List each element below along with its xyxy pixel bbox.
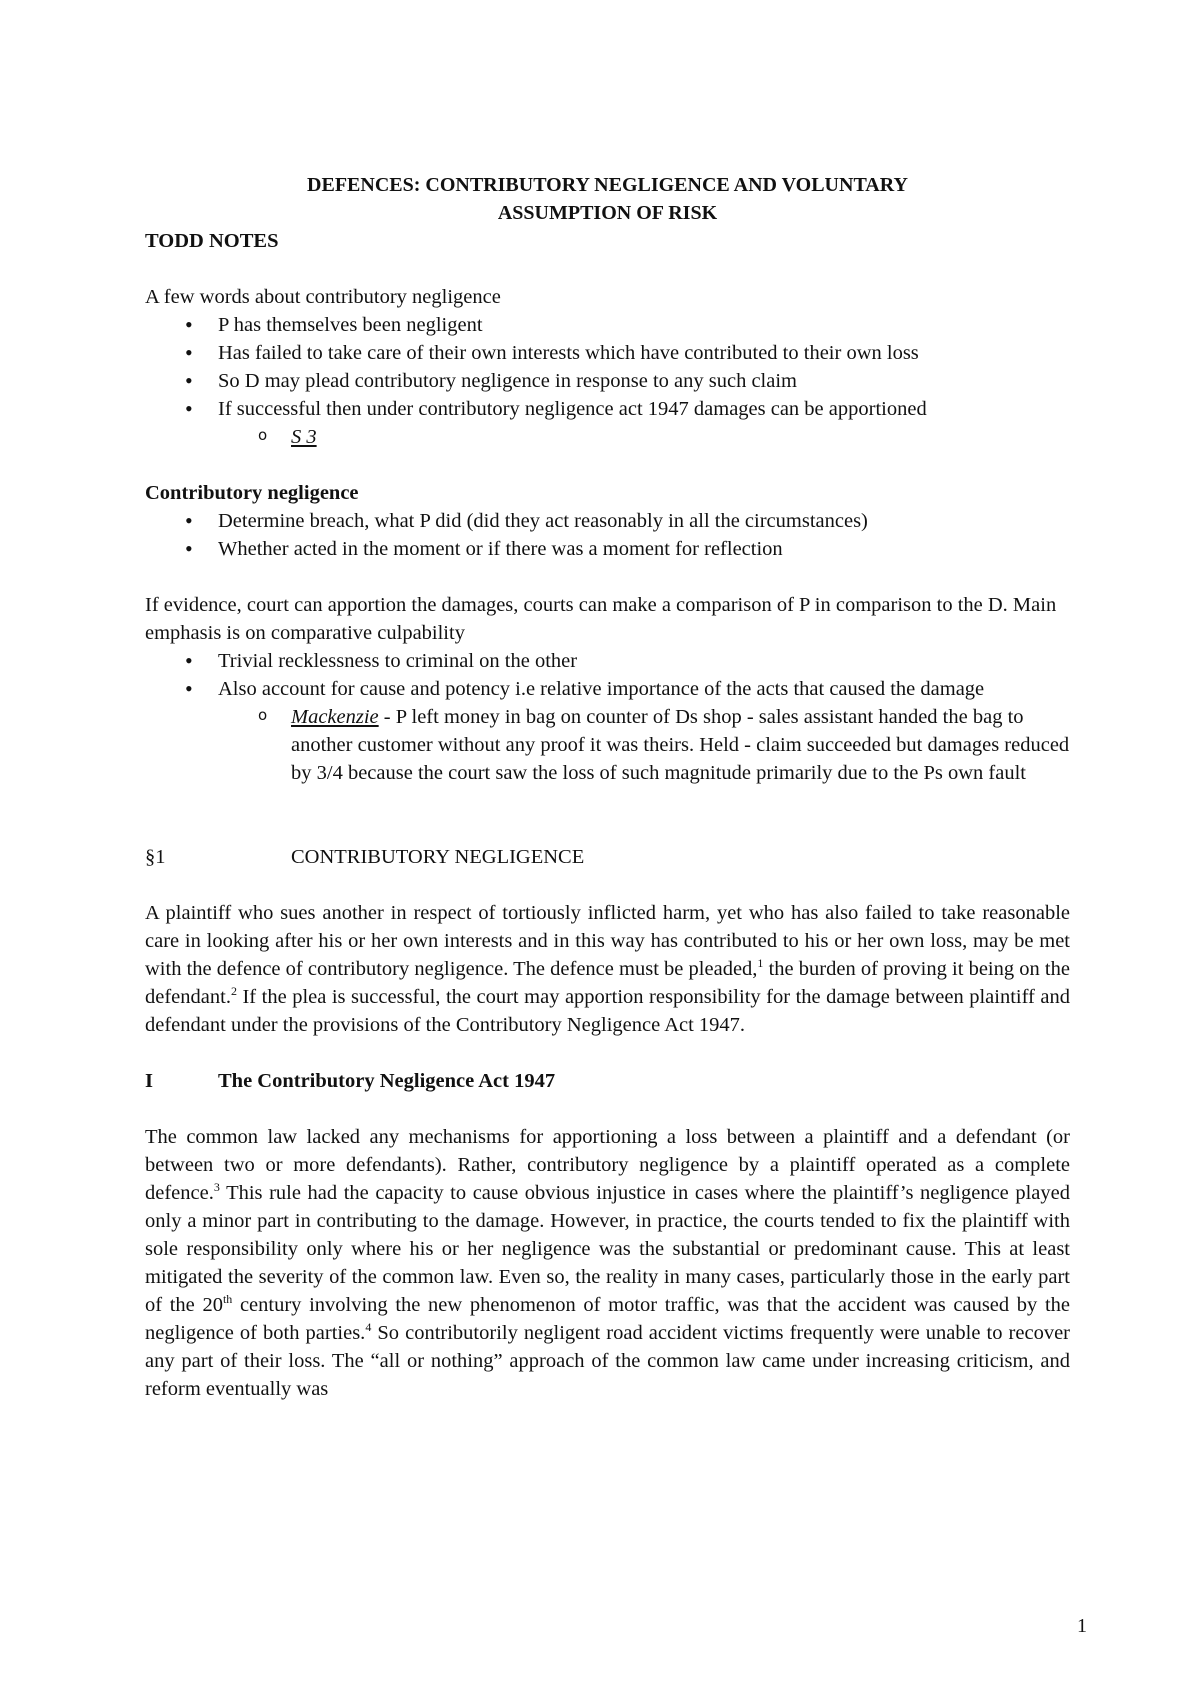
- sub-list-container: [145, 423, 1070, 451]
- bullet-item: • Trivial recklessness to criminal on the other: [218, 647, 1070, 675]
- case-name: Mackenzie: [291, 706, 379, 728]
- bullet-item: • P has themselves been negligent: [218, 311, 1070, 339]
- case-description: - P left money in bag on counter of Ds shop - sales assistant handed the bag to another customer without any proof it was theirs. Held - claim succeeded but damages reduced by 3/4 because the court saw the loss of such magnitude primarily due to the Ps own fault: [291, 706, 1070, 784]
- intro-sub-list: [145, 423, 1070, 451]
- subsection-title: The Contributory Negligence Act 1947: [218, 1070, 556, 1092]
- intro-sub-wrapper: [145, 423, 1070, 451]
- statute-section-reference: S 3: [291, 426, 317, 448]
- paragraph-2-text-a: The common law lacked any mechanisms for apportioning a loss between a plaintiff and a defendant (or between two or more defendants). Rather, contributory negligence by a plaintiff operated as a complete defence.: [145, 1126, 1070, 1204]
- spacer: [145, 255, 1070, 283]
- contributory-negligence-heading: Contributory negligence: [145, 482, 359, 504]
- evidence-bullet-list: [145, 647, 1070, 703]
- subsection-number: I: [145, 1070, 153, 1092]
- section-title: CONTRIBUTORY NEGLIGENCE: [291, 846, 585, 868]
- spacer: [145, 815, 1070, 843]
- bullet-item: • Has failed to take care of their own interests which have contributed to their own loss: [218, 339, 1070, 367]
- evidence-paragraph: If evidence, court can apportion the damages, courts can make a comparison of P in comparison to the D. Main emphasis is on comparative culpability: [145, 594, 1057, 644]
- case-item: [291, 703, 1070, 787]
- document-title-line-2: ASSUMPTION OF RISK: [497, 202, 718, 224]
- intro-line: A few words about contributory negligence: [145, 286, 501, 308]
- spacer: [145, 1039, 1070, 1067]
- bullet-item: • If successful then under contributory negligence act 1947 damages can be apportioned: [218, 395, 1070, 423]
- cn-bullet-list: [145, 507, 1070, 563]
- spacer: [145, 451, 1070, 479]
- spacer: [145, 1095, 1070, 1123]
- bullet-item: • Also account for cause and potency i.e relative importance of the acts that caused the damage: [218, 675, 1070, 703]
- paragraph-2-text-c: century involving the new phenomenon of motor traffic, was that the accident was caused by the negligence of both parties.: [145, 1294, 1071, 1344]
- sub-bullet-item: [291, 423, 1070, 451]
- footnote-ref-1: 1: [757, 956, 764, 971]
- section-heading: [145, 843, 1070, 871]
- page-number: 1: [1077, 1615, 1087, 1637]
- footnote-ref-3: 3: [213, 1180, 220, 1195]
- paragraph-2-text-d: So contributorily negligent road accident victims frequently were unable to recover any part of their loss. The “all or nothing” approach of the common law came under increasing criticism, and reform eventually was: [145, 1322, 1070, 1400]
- paragraph-1: [145, 899, 1070, 1039]
- document-title-line-1: DEFENCES: CONTRIBUTORY NEGLIGENCE AND VOLUNTARY: [307, 174, 908, 196]
- intro-bullet-list: [145, 311, 1070, 423]
- paragraph-1-text-b: the burden of proving it being on the defendant.: [145, 958, 1070, 1008]
- section-number: §1: [145, 846, 166, 868]
- bullet-item: • Determine breach, what P did (did they act reasonably in all the circumstances): [218, 507, 1070, 535]
- footnote-ref-2: 2: [230, 984, 237, 999]
- paragraph-1-text-c: If the plea is successful, the court may apportion responsibility for the damage between plaintiff and defendant under the provisions of the Contributory Negligence Act 1947.: [145, 986, 1070, 1036]
- case-sub-list: [145, 703, 1070, 787]
- bullet-item: • Whether acted in the moment or if there was a moment for reflection: [218, 535, 1070, 563]
- bullet-item: • So D may plead contributory negligence in response to any such claim: [218, 367, 1070, 395]
- paragraph-2: [145, 1123, 1070, 1403]
- spacer: [145, 787, 1070, 815]
- notes-heading: TODD NOTES: [145, 230, 279, 252]
- ordinal-suffix: th: [222, 1292, 233, 1307]
- spacer: [145, 871, 1070, 899]
- spacer: [145, 563, 1070, 591]
- page-content: [145, 171, 1070, 1403]
- paragraph-2-text-b: This rule had the capacity to cause obvious injustice in cases where the plaintiff’s negligence played only a minor part in contributing to the damage. However, in practice, the courts tended to fix the plaintiff with sole responsibility only where his or her negligence was the substantial or predominant cause. This at least mitigated the severity of the common law. Even so, the reality in many cases, particularly those in the early part of the 20: [145, 1182, 1070, 1316]
- paragraph-1-text-a: A plaintiff who sues another in respect of tortiously inflicted harm, yet who has also failed to take reasonable care in looking after his or her own interests and in this way has contributed to his or her own loss, may be met with the defence of contributory negligence. The defence must be pleaded,: [145, 902, 1070, 980]
- subsection-heading: [145, 1067, 1070, 1095]
- footnote-ref-4: 4: [365, 1320, 372, 1335]
